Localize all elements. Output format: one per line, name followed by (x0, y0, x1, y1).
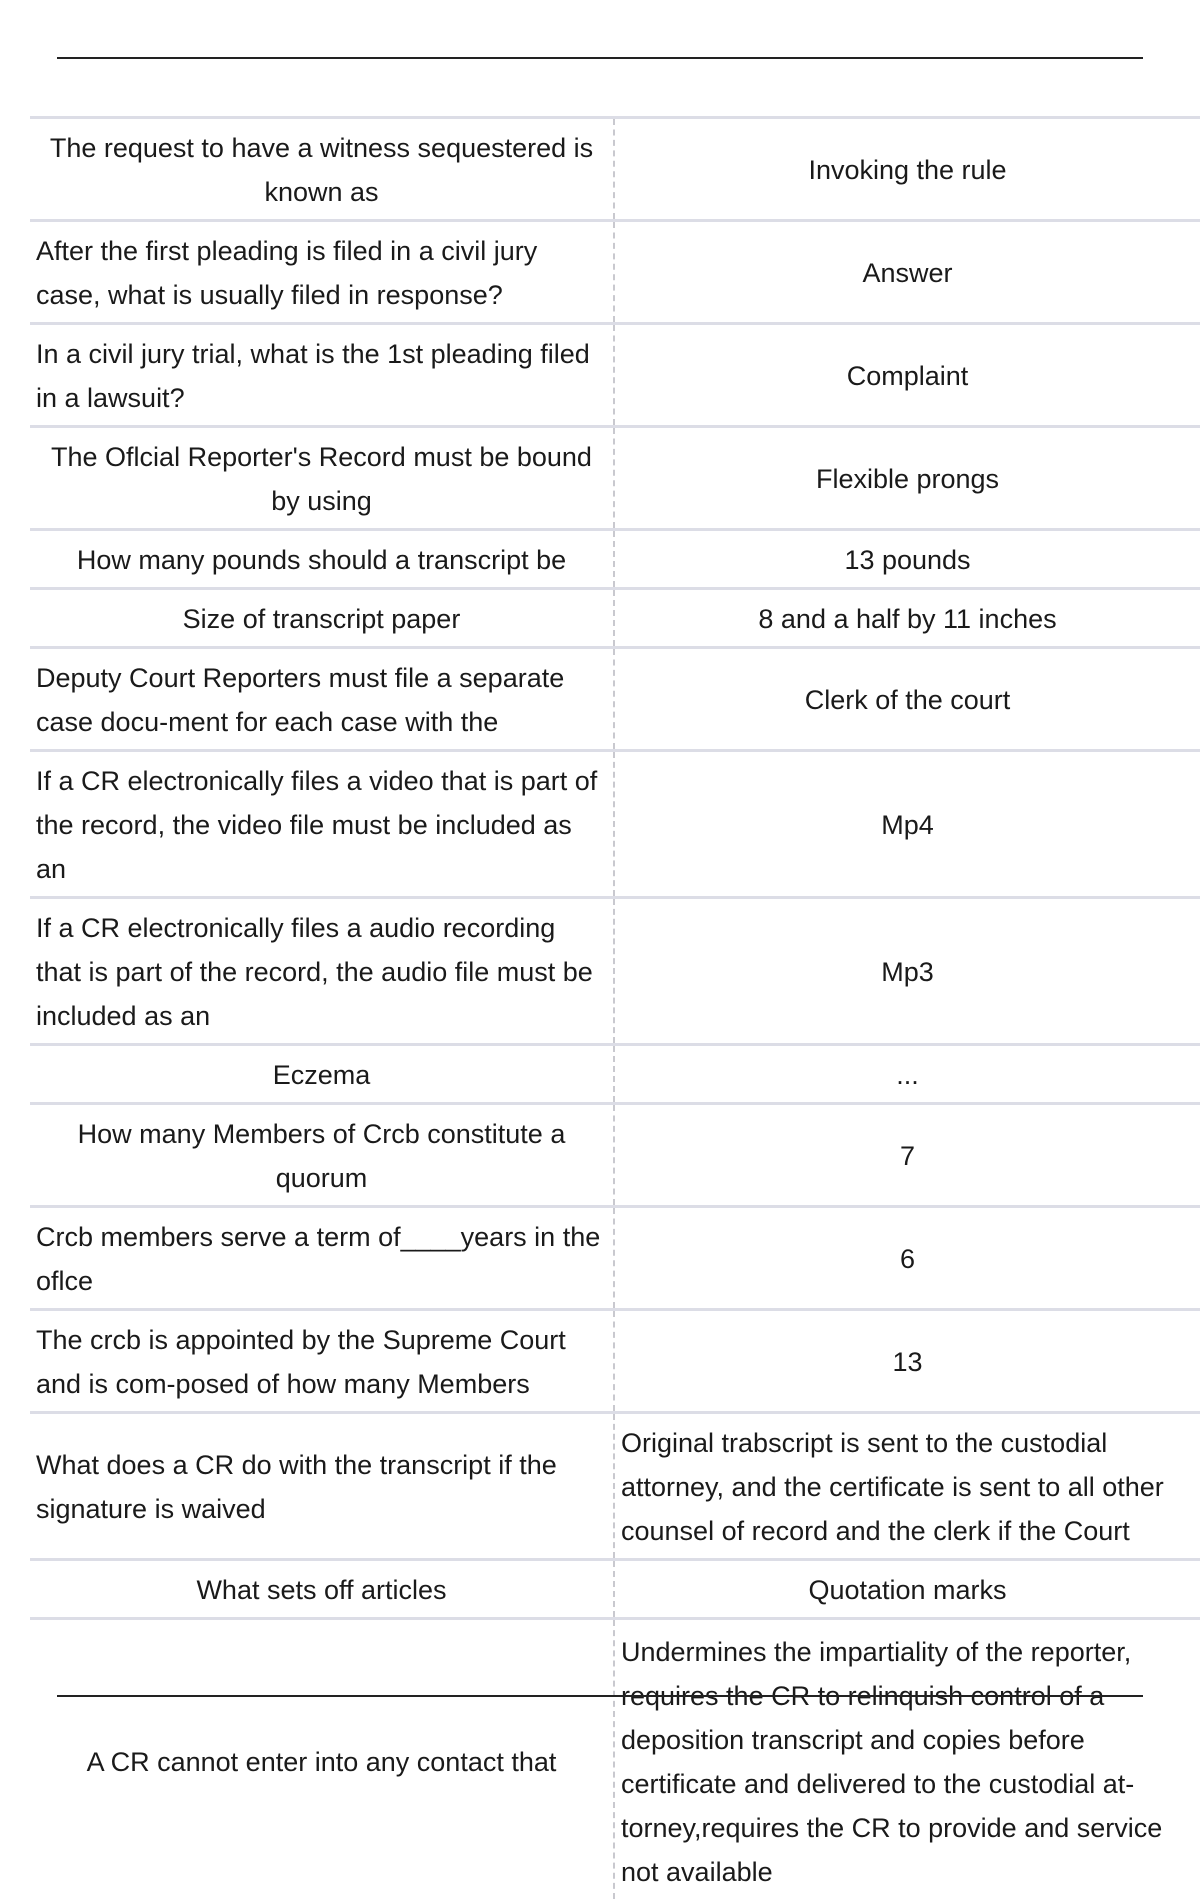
flashcard-row (30, 1619, 1200, 1899)
flashcard-definition: Flexible prongs (614, 427, 1200, 530)
flashcard-term: After the first pleading is filed in a civil jury case, what is usually filed in response? (30, 221, 614, 324)
flashcard-definition: Mp3 (614, 898, 1200, 1045)
flashcard-table (30, 116, 1200, 1899)
flashcard-row (30, 1207, 1200, 1310)
flashcard-definition: Invoking the rule (614, 118, 1200, 221)
flashcard-term: Deputy Court Reporters must file a separate case docu-ment for each case with the (30, 648, 614, 751)
flashcard-term: Size of transcript paper (30, 589, 614, 648)
flashcard-term: What does a CR do with the transcript if the signature is waived (30, 1413, 614, 1560)
flashcard-term: How many Members of Crcb constitute a quorum (30, 1104, 614, 1207)
flashcard-term: In a civil jury trial, what is the 1st pleading filed in a lawsuit? (30, 324, 614, 427)
flashcard-term: Crcb members serve a term of____years in the oflce (30, 1207, 614, 1310)
flashcard-definition: Undermines the impartiality of the reporter, requires the CR to relinquish control of a deposition transcript and copies before certificate and delivered to the custodial at-torney,requires the CR to provide and service not available (614, 1619, 1200, 1899)
flashcard-definition: 8 and a half by 11 inches (614, 589, 1200, 648)
flashcard-table-body (30, 118, 1200, 1899)
bottom-rule (57, 1695, 1143, 1697)
flashcard-term: If a CR electronically files a audio recording that is part of the record, the audio file must be included as an (30, 898, 614, 1045)
flashcard-definition: Complaint (614, 324, 1200, 427)
flashcard-term: The crcb is appointed by the Supreme Court and is com-posed of how many Members (30, 1310, 614, 1413)
flashcard-definition: 13 pounds (614, 530, 1200, 589)
flashcard-row (30, 648, 1200, 751)
flashcard-row (30, 1560, 1200, 1619)
flashcard-row (30, 221, 1200, 324)
flashcard-row (30, 427, 1200, 530)
flashcard-term: What sets off articles (30, 1560, 614, 1619)
flashcard-row (30, 1045, 1200, 1104)
flashcard-definition: 6 (614, 1207, 1200, 1310)
flashcard-definition: 7 (614, 1104, 1200, 1207)
flashcard-row (30, 118, 1200, 221)
flashcard-definition: Quotation marks (614, 1560, 1200, 1619)
flashcard-row (30, 530, 1200, 589)
flashcard-row (30, 751, 1200, 898)
flashcard-term: A CR cannot enter into any contact that (30, 1619, 614, 1899)
flashcard-definition: Clerk of the court (614, 648, 1200, 751)
flashcard-row (30, 898, 1200, 1045)
flashcard-definition: Answer (614, 221, 1200, 324)
flashcard-definition: 13 (614, 1310, 1200, 1413)
flashcard-term: Eczema (30, 1045, 614, 1104)
top-rule (57, 57, 1143, 59)
flashcard-term: How many pounds should a transcript be (30, 530, 614, 589)
flashcard-term: If a CR electronically files a video that is part of the record, the video file must be included as an (30, 751, 614, 898)
flashcard-definition: ... (614, 1045, 1200, 1104)
flashcard-row (30, 589, 1200, 648)
flashcard-row (30, 324, 1200, 427)
flashcard-term: The Oflcial Reporter's Record must be bound by using (30, 427, 614, 530)
flashcard-row (30, 1104, 1200, 1207)
flashcard-row (30, 1413, 1200, 1560)
flashcard-term: The request to have a witness sequestered is known as (30, 118, 614, 221)
flashcard-definition: Original trabscript is sent to the custodial attorney, and the certificate is sent to all other counsel of record and the clerk if the Court (614, 1413, 1200, 1560)
flashcard-definition: Mp4 (614, 751, 1200, 898)
flashcard-row (30, 1310, 1200, 1413)
